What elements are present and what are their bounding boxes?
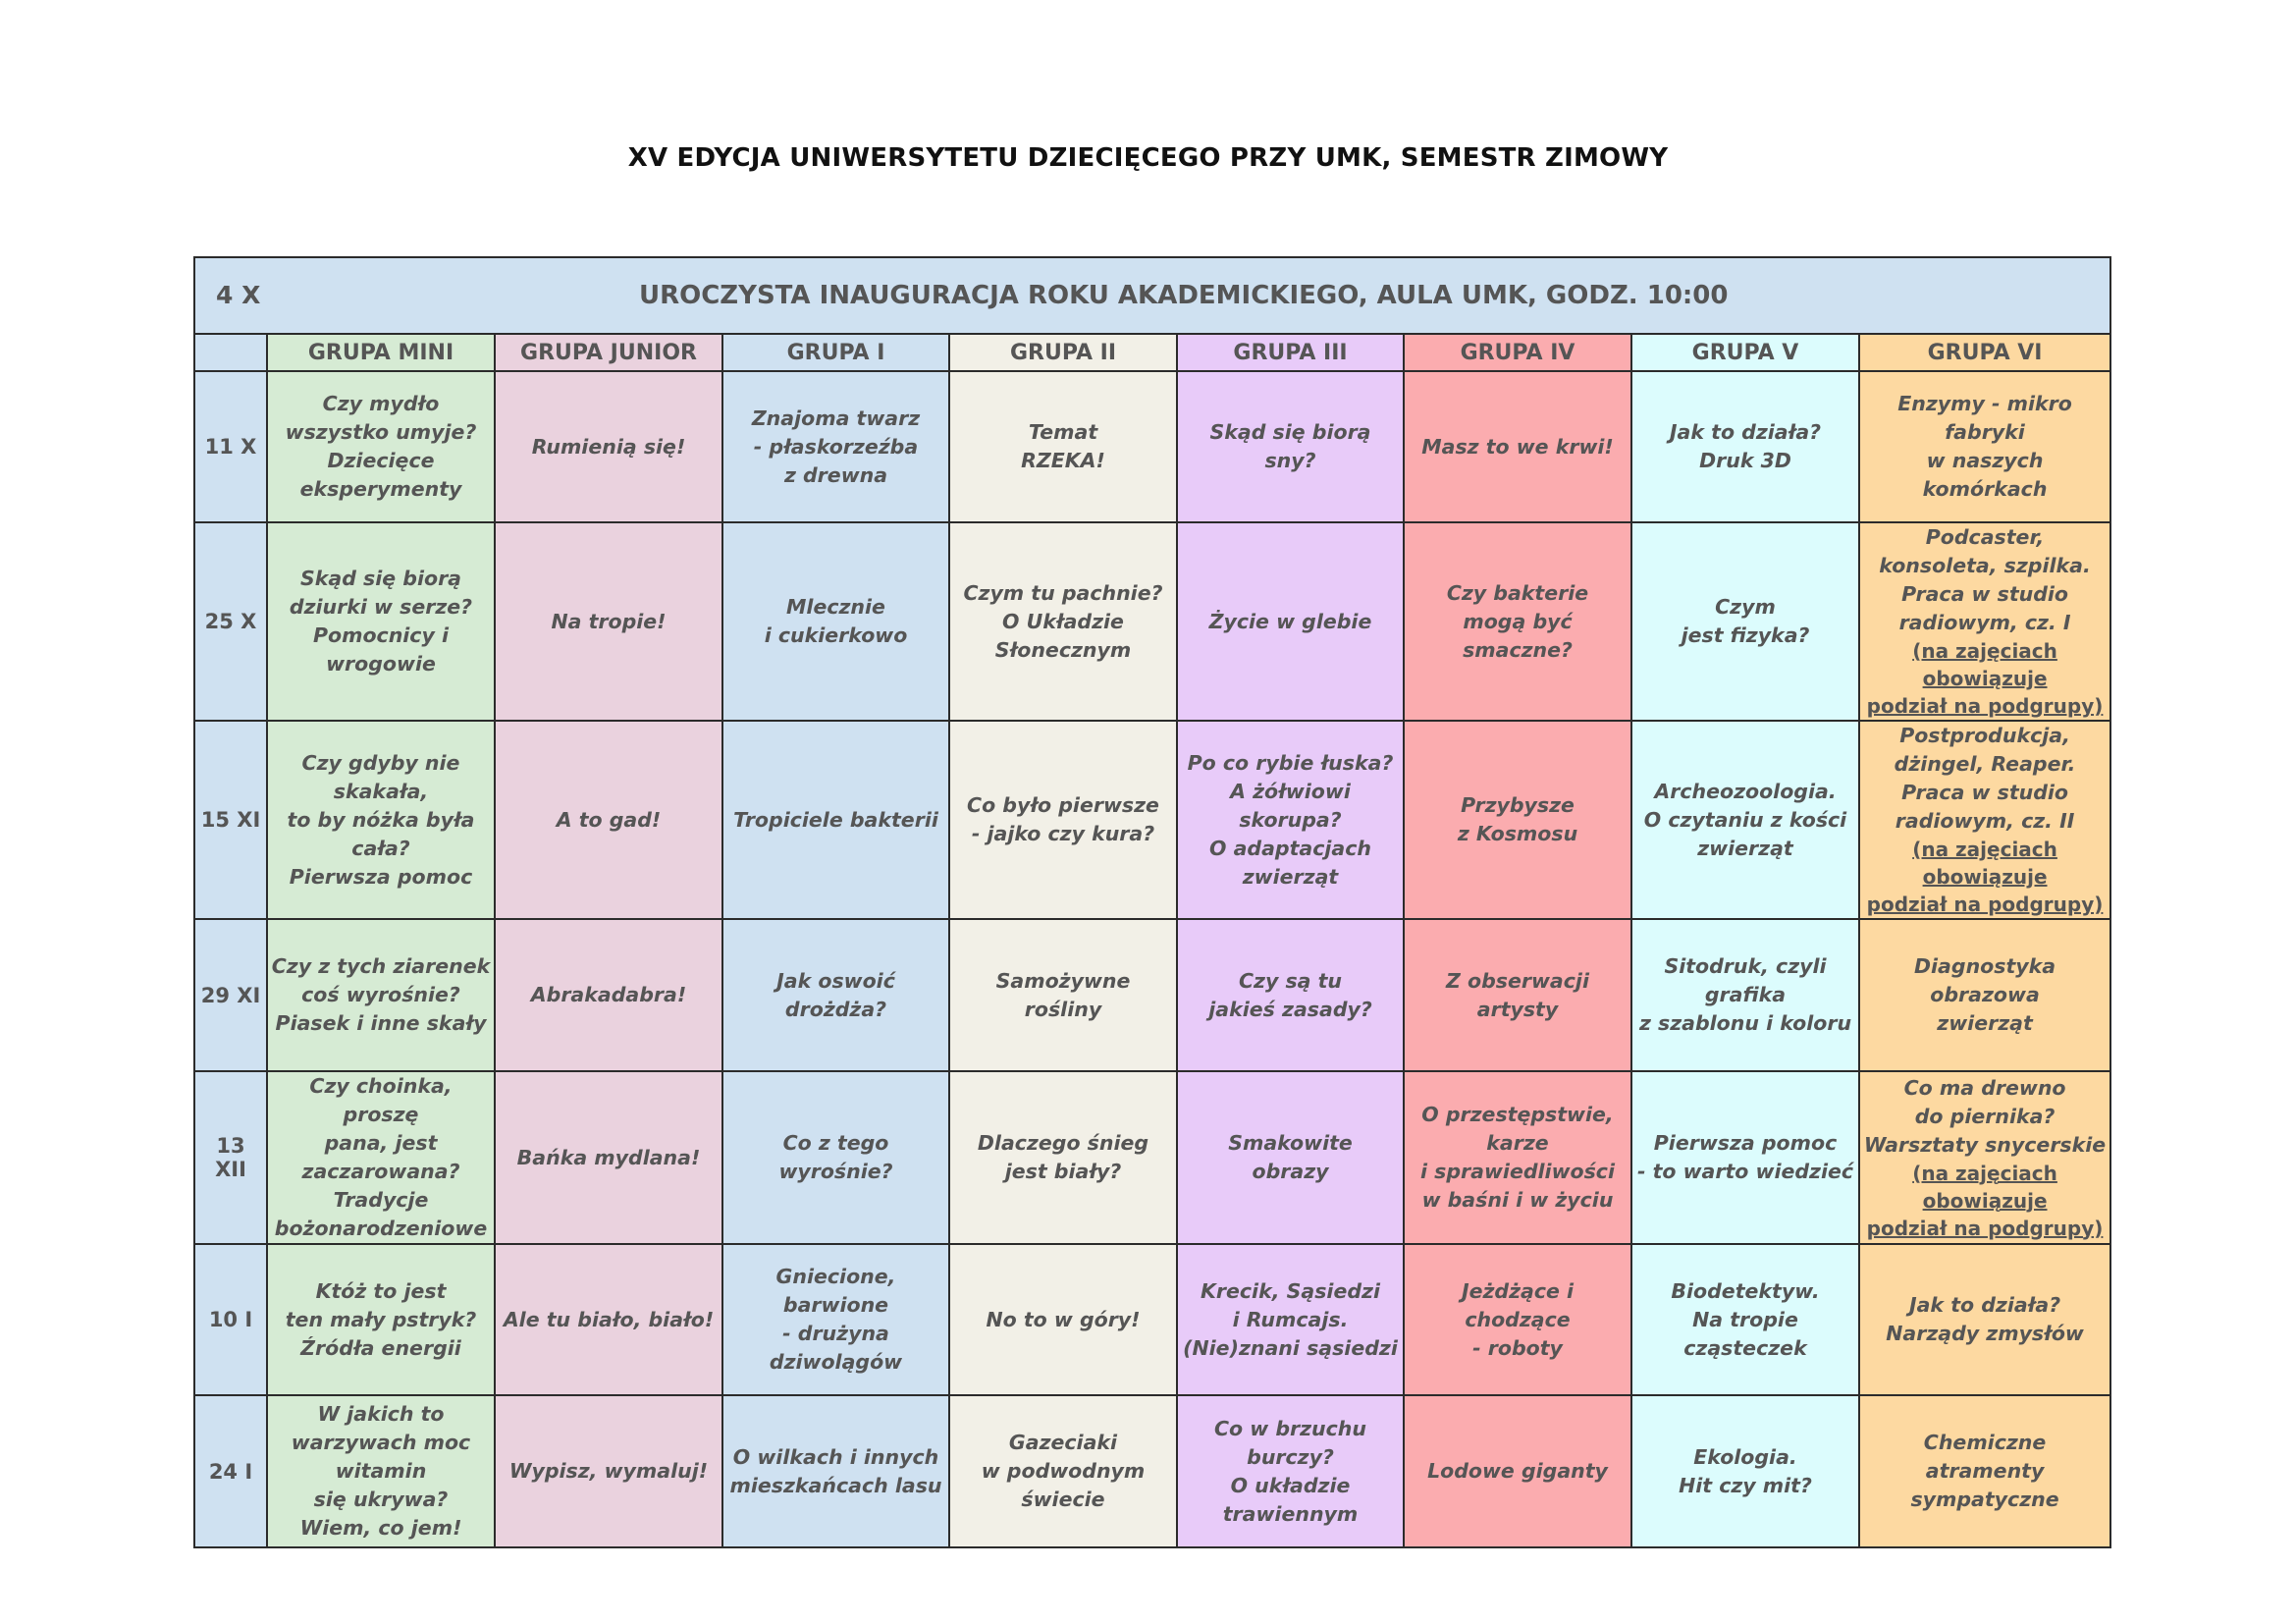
document-title: XV EDYCJA UNIWERSYTETU DZIECIĘCEGO PRZY UMK, SEMESTR ZIMOWY (627, 143, 1669, 173)
class-topic: Gniecione, barwione - drużyna dziwolągów (769, 1265, 903, 1374)
class-topic-cell (1177, 1395, 1404, 1547)
class-topic: Któż to jest ten mały pstryk? Źródła energii (285, 1278, 477, 1360)
class-topic-cell (1631, 721, 1859, 919)
class-topic-cell (1631, 371, 1859, 522)
inauguration-row (194, 257, 2110, 334)
class-topic-cell (495, 1395, 722, 1547)
class-topic: Enzymy - mikro fabryki w naszych komórkach (1897, 392, 2072, 501)
header-grupa-v: GRUPA V (1631, 334, 1859, 371)
class-topic: Bańka mydlana! (516, 1145, 701, 1169)
class-topic-cell (1631, 1244, 1859, 1395)
class-topic-cell (495, 1244, 722, 1395)
class-topic: Postprodukcja, dżingel, Reaper. Praca w studio radiowym, cz. II (1894, 724, 2076, 833)
session-date: 11 X (194, 371, 267, 522)
class-topic: Temat RZEKA! (1021, 420, 1105, 472)
session-date: 10 I (194, 1244, 267, 1395)
class-topic: Abrakadabra! (530, 983, 687, 1006)
class-topic-cell (1404, 1244, 1631, 1395)
class-topic-cell (949, 371, 1177, 522)
class-topic: Skąd się biorą sny? (1209, 420, 1371, 472)
header-grupa-iii: GRUPA III (1177, 334, 1404, 371)
class-topic-cell (267, 1244, 495, 1395)
class-topic: Czy bakterie mogą być smaczne? (1446, 580, 1589, 662)
class-topic-cell (949, 1395, 1177, 1547)
schedule-row (194, 1071, 2110, 1244)
class-topic: Jak oswoić drożdża? (776, 968, 895, 1021)
class-topic: Wypisz, wymaluj! (508, 1459, 709, 1483)
subgroup-note: (na zajęciach obowiązuje podział na podgrupy) (1866, 639, 2104, 718)
session-date: 24 I (194, 1395, 267, 1547)
group-header-row (194, 334, 2110, 371)
class-topic-cell (495, 1071, 722, 1244)
class-topic: Smakowite obrazy (1228, 1131, 1353, 1183)
schedule-row (194, 919, 2110, 1071)
class-topic: Ale tu biało, biało! (503, 1307, 715, 1331)
class-topic-cell (949, 522, 1177, 721)
class-topic: O przestępstwie, karze i sprawiedliwości w baśni i w życiu (1420, 1103, 1615, 1212)
class-topic: O wilkach i innych mieszkańcach lasu (729, 1444, 942, 1497)
session-date: 29 XI (194, 919, 267, 1071)
header-grupa-mini: GRUPA MINI (267, 334, 495, 371)
session-date: 13 XII (194, 1071, 267, 1244)
class-topic-cell (1404, 1395, 1631, 1547)
class-topic-cell (1404, 371, 1631, 522)
schedule-row (194, 1244, 2110, 1395)
class-topic: Jeżdżące i chodzące - roboty (1461, 1278, 1575, 1360)
class-topic-cell (1631, 1071, 1859, 1244)
class-topic-cell (722, 371, 949, 522)
class-topic: Jak to działa? Narządy zmysłów (1886, 1293, 2084, 1345)
class-topic: Życie w glebie (1208, 609, 1372, 633)
class-topic: Skąd się biorą dziurki w serze? Pomocnicy i wrogowie (289, 567, 473, 676)
class-topic: Podcaster, konsoleta, szpilka. Praca w studio radiowym, cz. I (1879, 525, 2091, 634)
class-topic: A to gad! (556, 807, 662, 832)
class-topic: Chemiczne atramenty sympatyczne (1910, 1431, 2059, 1511)
class-topic: Diagnostyka obrazowa zwierząt (1914, 954, 2056, 1035)
class-topic: Mlecznie i cukierkowo (764, 595, 908, 647)
class-topic: Czy są tu jakieś zasady? (1208, 968, 1372, 1021)
class-topic-cell (1859, 1071, 2110, 1244)
schedule-table (193, 256, 2111, 1548)
class-topic-cell (1177, 919, 1404, 1071)
class-topic: Czy mydło wszystko umyje? Dziecięce eksperymenty (285, 392, 477, 501)
class-topic-cell (1859, 1395, 2110, 1547)
class-topic: Z obserwacji artysty (1446, 968, 1589, 1021)
session-date: 15 XI (194, 721, 267, 919)
class-topic-cell (1859, 1244, 2110, 1395)
class-topic: Czym jest fizyka? (1681, 595, 1810, 647)
class-topic: Tropiciele bakterii (733, 807, 938, 832)
class-topic: Rumienią się! (531, 434, 686, 459)
class-topic-cell (267, 721, 495, 919)
class-topic: Co w brzuchu burczy? O układzie trawiennym (1214, 1416, 1366, 1526)
class-topic: Czy z tych ziarenek coś wyrośnie? Piasek i inne skały (271, 954, 491, 1035)
class-topic: Pierwsza pomoc - to warto wiedzieć (1636, 1131, 1854, 1183)
class-topic-cell (267, 919, 495, 1071)
class-topic-cell (722, 1071, 949, 1244)
class-topic: Po co rybie łuska? A żółwiowi skorupa? O adaptacjach zwierząt (1187, 750, 1394, 889)
subgroup-note: (na zajęciach obowiązuje podział na podgrupy) (1866, 1161, 2104, 1240)
class-topic: Archeozoologia. O czytaniu z kości zwierząt (1643, 779, 1847, 860)
schedule-row (194, 522, 2110, 721)
class-topic: Czym tu pachnie? O Układzie Słonecznym (963, 580, 1163, 662)
class-topic-cell (267, 1071, 495, 1244)
class-topic: Znajoma twarz - płaskorzeźba z drewna (751, 406, 921, 487)
class-topic-cell (267, 1395, 495, 1547)
class-topic-cell (722, 721, 949, 919)
class-topic-cell (722, 1395, 949, 1547)
class-topic-cell (1404, 919, 1631, 1071)
class-topic: Czy gdyby nie skakała, to by nóżka była cała? Pierwsza pomoc (287, 750, 475, 889)
class-topic: W jakich to warzywach moc witamin się ukrywa? Wiem, co jem! (291, 1402, 471, 1540)
schedule-row (194, 371, 2110, 522)
class-topic: Co było pierwsze - jajko czy kura? (967, 793, 1159, 845)
subgroup-note: (na zajęciach obowiązuje podział na podgrupy) (1866, 838, 2104, 916)
class-topic: Ekologia. Hit czy mit? (1679, 1444, 1812, 1497)
class-topic: Na tropie! (551, 609, 667, 633)
class-topic: Dlaczego śnieg jest biały? (977, 1131, 1149, 1183)
class-topic: Masz to we krwi! (1421, 434, 1614, 459)
class-topic-cell (1859, 919, 2110, 1071)
class-topic-cell (1177, 721, 1404, 919)
schedule-row (194, 1395, 2110, 1547)
class-topic-cell (949, 919, 1177, 1071)
class-topic-cell (267, 522, 495, 721)
class-topic-cell (1859, 721, 2110, 919)
class-topic-cell (495, 919, 722, 1071)
class-topic-cell (1404, 1071, 1631, 1244)
class-topic-cell (949, 1071, 1177, 1244)
class-topic-cell (1631, 522, 1859, 721)
class-topic-cell (495, 522, 722, 721)
header-grupa-ii: GRUPA II (949, 334, 1177, 371)
class-topic: Biodetektyw. Na tropie cząsteczek (1671, 1278, 1820, 1360)
class-topic: Krecik, Sąsiedzi i Rumcajs. (Nie)znani sąsiedzi (1183, 1278, 1398, 1360)
session-date: 25 X (194, 522, 267, 721)
class-topic-cell (1859, 371, 2110, 522)
header-grupa-i: GRUPA I (722, 334, 949, 371)
class-topic-cell (1177, 371, 1404, 522)
class-topic-cell (1631, 919, 1859, 1071)
class-topic: Czy choinka, proszę pana, jest zaczarowana? Tradycje bożonarodzeniowe (274, 1074, 488, 1240)
class-topic-cell (722, 919, 949, 1071)
class-topic-cell (267, 371, 495, 522)
class-topic-cell (949, 721, 1177, 919)
inauguration-cell (194, 257, 2110, 334)
class-topic-cell (949, 1244, 1177, 1395)
header-grupa-junior: GRUPA JUNIOR (495, 334, 722, 371)
class-topic: Przybysze z Kosmosu (1457, 793, 1578, 845)
class-topic-cell (495, 721, 722, 919)
header-grupa-iv: GRUPA IV (1404, 334, 1631, 371)
class-topic: No to w góry! (986, 1307, 1141, 1331)
schedule-row (194, 721, 2110, 919)
class-topic: Sitodruk, czyli grafika z szablonu i koloru (1638, 954, 1852, 1035)
class-topic: Co ma drewno do piernika? Warsztaty snycerskie (1863, 1075, 2107, 1157)
header-date-blank (194, 334, 267, 371)
class-topic-cell (1177, 1071, 1404, 1244)
class-topic-cell (1177, 1244, 1404, 1395)
class-topic: Co z tego wyrośnie? (778, 1131, 893, 1183)
inauguration-date: 4 X (216, 281, 261, 309)
inauguration-text: UROCZYSTA INAUGURACJA ROKU AKADEMICKIEGO, AULA UMK, GODZ. 10:00 (638, 281, 1729, 310)
class-topic: Gazeciaki w podwodnym świecie (981, 1431, 1146, 1511)
class-topic-cell (722, 1244, 949, 1395)
class-topic-cell (1177, 522, 1404, 721)
class-topic: Lodowe giganty (1427, 1459, 1608, 1483)
class-topic-cell (1631, 1395, 1859, 1547)
class-topic-cell (1859, 522, 2110, 721)
class-topic-cell (722, 522, 949, 721)
header-grupa-vi: GRUPA VI (1859, 334, 2110, 371)
class-topic-cell (495, 371, 722, 522)
class-topic-cell (1404, 721, 1631, 919)
class-topic: Jak to działa? Druk 3D (1669, 420, 1822, 472)
class-topic: Samożywne rośliny (995, 968, 1131, 1021)
class-topic-cell (1404, 522, 1631, 721)
